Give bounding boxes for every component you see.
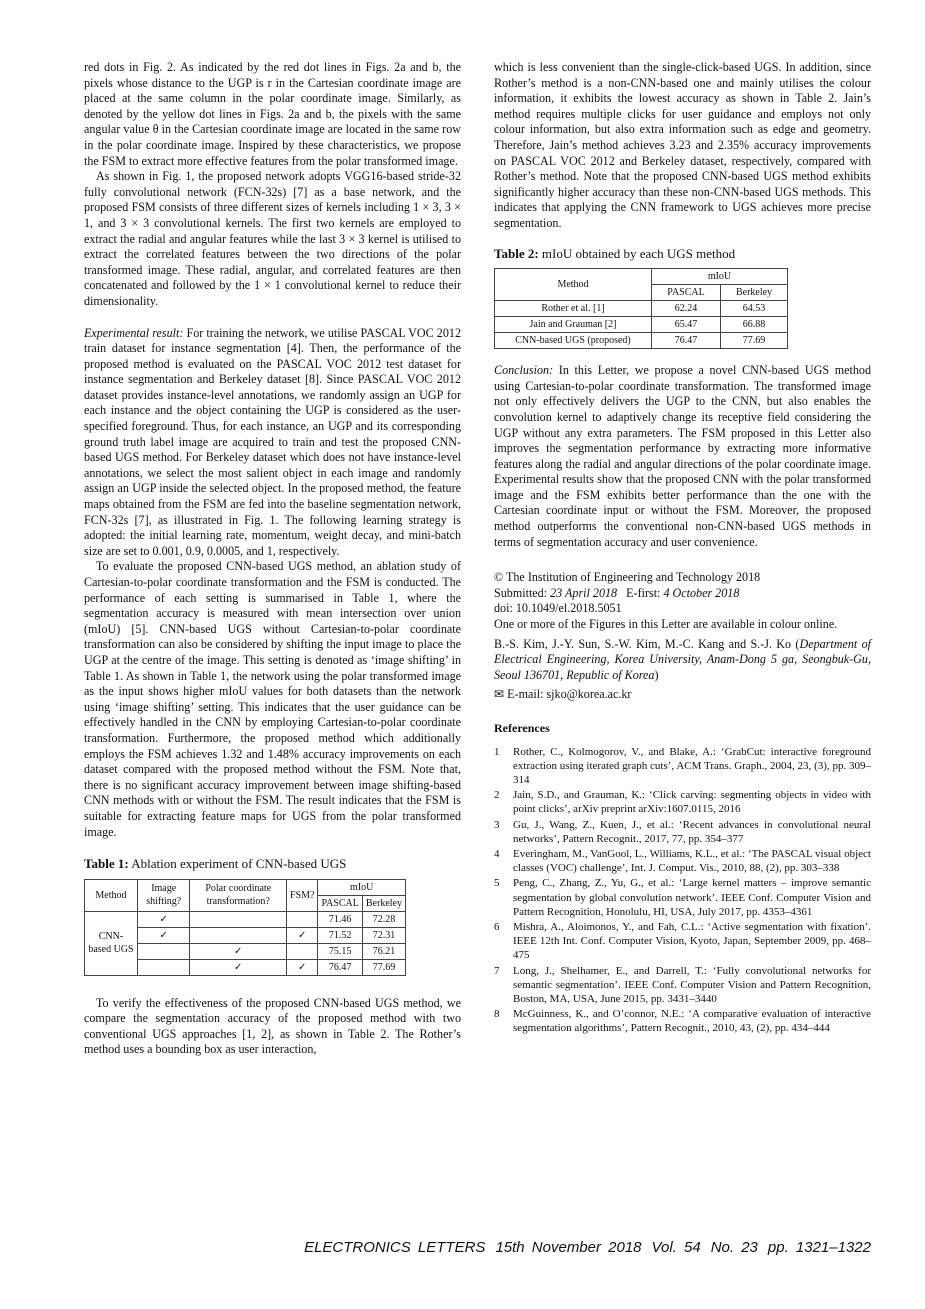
header-cell: Method xyxy=(495,269,652,301)
header-cell: Image shifting? xyxy=(137,879,190,911)
reference-text: Peng, C., Zhang, Z., Yu, G., et al.: ‘Large kernel matters – improve semantic segmentation by global convolution network’. IEEE Conf. Computer Vision and Pattern Recognition, Honolulu, HI, USA, July 2017, pp. 4353–4361 xyxy=(513,877,871,918)
header-cell: Berkeley xyxy=(721,285,788,301)
miou-table xyxy=(494,268,788,349)
table-caption xyxy=(84,856,461,872)
cell xyxy=(137,943,190,959)
caption-text: Ablation experiment of CNN-based UGS xyxy=(128,856,347,872)
cell: 72.31 xyxy=(362,927,405,943)
cell: ✓ xyxy=(286,959,317,975)
article-metadata xyxy=(494,570,871,703)
paragraph: which is less convenient than the single-click-based UGS. In addition, since Rother’s method is a non-CNN-based one and mainly utilises the colour information, it exhibits the lowest accuracy as shown in Table 2. Jain’s method requires multiple clicks for user guidance and employs not only colour information, but also extra information such as edge and geometry. Therefore, Jain’s method achieves 3.23 and 2.35% accuracy improvements on PASCAL VOC 2012 and Berkeley dataset, respectively, compared with Rother’s method. Note that the proposed CNN-based UGS method exhibits significantly higher accuracy than these non-CNN-based UGS methods. This indicates that applying the CNN framework to UGS achieves more precise segmentation. xyxy=(494,60,871,230)
cell: CNN-based UGS (proposed) xyxy=(495,333,652,349)
reference-text: Gu, J., Wang, Z., Kuen, J., et al.: ‘Recent advances in convolutional neural networks’, Pattern Recognit., 2017, 77, pp. 354–377 xyxy=(513,818,871,845)
right-column xyxy=(494,60,871,1037)
affiliation: Department of Electrical Engineering, Korea University, Anam-Dong 5 ga, Seongbuk-Gu, Seoul 136701, Republic of Korea xyxy=(494,636,871,682)
table-2 xyxy=(494,246,871,350)
cell: 77.69 xyxy=(362,959,405,975)
label: Submitted: xyxy=(494,585,551,600)
reference-number: 2 xyxy=(494,789,500,802)
cell: ✓ xyxy=(137,911,190,927)
cell: 76.47 xyxy=(318,959,362,975)
cell xyxy=(190,911,287,927)
reference-item xyxy=(494,1007,871,1035)
authors xyxy=(494,637,871,684)
cell: ✓ xyxy=(190,943,287,959)
label: E-first: xyxy=(617,585,664,600)
copyright: © The Institution of Engineering and Technology 2018 xyxy=(494,570,761,585)
doi[interactable]: doi: 10.1049/el.2018.5051 xyxy=(494,601,622,616)
email[interactable]: ✉ E-mail: sjko@korea.ac.kr xyxy=(494,687,632,702)
reference-number: 1 xyxy=(494,745,500,758)
table-row xyxy=(495,333,788,349)
paragraph-text: For training the network, we utilise PASCAL VOC 2012 train dataset for instance segmentation [4]. Then, the performance of the proposed method is evaluated on the PASCAL VOC 2012 test dataset for instance segmentation and Berkeley dataset [8]. Since PASCAL VOC 2012 dataset provides instance-level annotations, we randomly assign an UGP for each instance and the object containing the UGP is considered as the user-specified foreground. Thus, for each instance, an UGP and its corresponding ground truth label image are acquired to train and test the proposed CNN-based UGS method. For Berkeley dataset which does not have instance-level annotations, we select the most salient object in each image and randomly assign an UGP inside the selected object. In the proposed method, the feature maps obtained from the FSM are fed into the baseline segmentation network, FCN-32s [7], as illustrated in Fig. 1. The following learning strategy is adopted: the initial learning rate, momentum, weight decay, and mini-batch size are set to 0.001, 0.9, 0.0005, and 1, respectively. xyxy=(84,325,461,558)
references xyxy=(494,721,871,1036)
method-cell: CNN-based UGS xyxy=(85,911,138,975)
pages: pp. 1321–1322 xyxy=(767,1239,871,1256)
references-heading: References xyxy=(494,721,550,735)
cell xyxy=(286,943,317,959)
reference-item xyxy=(494,745,871,788)
cell: 75.15 xyxy=(318,943,362,959)
header-cell: mIoU xyxy=(652,269,788,285)
reference-item xyxy=(494,964,871,1007)
author-names: B.-S. Kim, J.-Y. Sun, S.-W. Kim, M.-C. Kang and S.-J. Ko ( xyxy=(494,636,800,651)
cell xyxy=(286,911,317,927)
reference-number: 6 xyxy=(494,921,500,934)
paragraph-text: In this Letter, we propose a novel CNN-based UGS method using Cartesian-to-polar coordinate transformation. The transformed image not only effectively delivers the UGP to the CNN, but also enables the convolution kernel to adaptively change its receptive field considering the UGP without any extra parameters. The FSM proposed in this Letter also improves the segmentation performance by extracting more informative features along the radial and angular directions of the polar coordinate image. Experimental results show that the proposed CNN with the polar transformed image and the FSM exhibits better performance than the one with the Cartesian coordinate input or without the FSM. Moreover, the proposed method outperforms the conventional non-CNN-based UGS methods in terms of segmentation accuracy and user convenience. xyxy=(494,363,871,549)
colour-note: One or more of the Figures in this Letter are available in colour online. xyxy=(494,617,838,632)
dates xyxy=(494,586,871,602)
cell: Rother et al. [1] xyxy=(495,301,652,317)
header-cell: FSM? xyxy=(286,879,317,911)
experimental-result-paragraph xyxy=(84,326,461,560)
table-label: Table 1: xyxy=(84,856,129,872)
submitted-date: 23 April 2018 xyxy=(550,585,618,600)
header-cell: Method xyxy=(85,879,138,911)
table-label: Table 2: xyxy=(494,245,539,261)
conclusion-paragraph xyxy=(494,363,871,550)
caption-text: mIoU obtained by each UGS method xyxy=(538,245,736,261)
header-cell: Berkeley xyxy=(362,895,405,911)
cell: 71.52 xyxy=(318,927,362,943)
cell: 64.53 xyxy=(721,301,788,317)
paren: ) xyxy=(654,667,659,682)
paragraph: red dots in Fig. 2. As indicated by the red dot lines in Figs. 2a and b, the pixels whose distance to the UGP is r in the Cartesian coordinate image are placed at the same column in the polar coordinate image. Similarly, as denoted by the yellow dot lines in Figs. 2a and b, the pixels with the same angular value θ in the Cartesian coordinate image are located in the same row in the polar coordinate image. Inspired by these characteristics, we propose the FSM to extract more effective features from the polar transformed image. xyxy=(84,60,461,168)
cell: 72.28 xyxy=(362,911,405,927)
reference-number: 8 xyxy=(494,1008,500,1021)
cell: 77.69 xyxy=(721,333,788,349)
cell: 65.47 xyxy=(652,317,721,333)
reference-text: McGuinness, K., and O’connor, N.E.: ‘A comparative evaluation of interactive segmentation algorithms’, Pattern Recognit., 2010, 43, (2), pp. 434–444 xyxy=(513,1008,871,1035)
journal-name: ELECTRONICS LETTERS xyxy=(304,1239,486,1256)
section-heading: Experimental result: xyxy=(84,325,184,340)
volume: Vol. 54 xyxy=(651,1239,701,1256)
reference-item xyxy=(494,920,871,963)
reference-item xyxy=(494,876,871,919)
efirst-date: 4 October 2018 xyxy=(663,585,740,600)
table-row xyxy=(85,911,406,927)
reference-number: 5 xyxy=(494,877,500,890)
paragraph: As shown in Fig. 1, the proposed network adopts VGG16-based stride-32 fully convolutional network (FCN-32s) [7] as a base network, and the proposed FSM consists of three different sizes of kernels including 1 × 3, 3 × 1, and 3 × 3 convolutional kernels. The first two kernels are employed to extract the radial and angular features while the last 3 × 3 kernel is utilised to extract the correlated features between the two directions of the polar transformed image. These radial, angular, and correlated features are then concatenated and followed by the 1 × 1 convolutional kernel to reduce their dimensionality. xyxy=(84,169,461,308)
header-cell: PASCAL xyxy=(652,285,721,301)
reference-item xyxy=(494,818,871,846)
section-heading: Conclusion: xyxy=(494,363,554,378)
reference-text: Mishra, A., Aloimonos, Y., and Fah, C.L.: ‘Active segmentation with fixation’. IEEE 12th Int. Conf. Computer Vision, Kyoto, Japan, September 2009, pp. 468–475 xyxy=(513,921,871,962)
table-caption xyxy=(494,246,871,262)
reference-text: Jain, S.D., and Grauman, K.: ‘Click carving: segmenting objects in video with point clicks’, arXiv preprint arXiv:1607.0115, 2016 xyxy=(513,789,871,816)
cell: 71.46 xyxy=(318,911,362,927)
reference-item xyxy=(494,847,871,875)
table-row xyxy=(495,301,788,317)
issue-date: 15th November 2018 xyxy=(495,1239,642,1256)
reference-number: 7 xyxy=(494,964,500,977)
cell: ✓ xyxy=(190,959,287,975)
reference-text: Everingham, M., VanGool, L., Williams, K.L., et al.: ‘The PASCAL visual object classes (VOC) challenge’, Int. J. Comput. Vis., 2010, 88, (2), pp. 303–338 xyxy=(513,848,871,875)
page-footer xyxy=(294,1240,871,1256)
cell: ✓ xyxy=(137,927,190,943)
paragraph: To evaluate the proposed CNN-based UGS method, an ablation study of Cartesian-to-polar coordinate transformation and the FSM is conducted. The performance of each setting is summarised in Table 1, where the segmentation accuracy is measured with mean intersection over union (mIoU) [5]. CNN-based UGS without Cartesian-to-polar coordinate transformation can also be considered by shifting the input image to place the UGP at the centre of the image. This setting is denoted as ‘image shifting’ in Table 1. As shown in Table 1, the network using the polar transformed image as the input shows higher mIoU values for both datasets than the network using ‘image shifting’ setting. This indicates that the user guidance can be effectively handled in the CNN by employing Cartesian-to-polar coordinate transformation. Furthermore, the proposed method which additionally employs the FSM achieves 1.32 and 1.48% accuracy improvements on each dataset compared with the proposed method without the FSM. Note that, there is no significant accuracy improvement between image shifting-based CNN methods with or without the FSM. The result indicates that the FSM is suitable for extracting feature maps for UGS from the polar transformed image. xyxy=(84,559,461,839)
cell: 76.21 xyxy=(362,943,405,959)
cell: 66.88 xyxy=(721,317,788,333)
left-column xyxy=(84,60,461,1058)
cell: 76.47 xyxy=(652,333,721,349)
cell: 62.24 xyxy=(652,301,721,317)
reference-text: Rother, C., Kolmogorov, V., and Blake, A.: ‘GrabCut: interactive foreground extraction using iterated graph cuts’, ACM Trans. Graph., 2004, 23, (3), pp. 309–314 xyxy=(513,745,871,786)
cell xyxy=(137,959,190,975)
table-row xyxy=(495,317,788,333)
header-cell: mIoU xyxy=(318,879,406,895)
issue-number: No. 23 xyxy=(710,1239,758,1256)
cell xyxy=(190,927,287,943)
cell: ✓ xyxy=(286,927,317,943)
reference-item xyxy=(494,788,871,816)
reference-number: 4 xyxy=(494,848,500,861)
cell: Jain and Grauman [2] xyxy=(495,317,652,333)
ablation-table xyxy=(84,879,406,976)
reference-text: Long, J., Shelhamer, E., and Darrell, T.: ‘Fully convolutional networks for semantic segmentation’. IEEE Conf. Computer Vision and Pattern Recognition, Boston, MA, USA, June 2015, pp. 3431–3440 xyxy=(513,964,871,1006)
paragraph: To verify the effectiveness of the proposed CNN-based UGS method, we compare the segmentation accuracy of the proposed method with two conventional UGS approaches [1, 2], as shown in Table 2. The Rother’s method uses a bounding box as user interaction, xyxy=(84,995,461,1057)
header-cell: Polar coordinate transformation? xyxy=(190,879,287,911)
reference-number: 3 xyxy=(494,818,500,831)
table-1 xyxy=(84,856,461,976)
header-cell: PASCAL xyxy=(318,895,362,911)
